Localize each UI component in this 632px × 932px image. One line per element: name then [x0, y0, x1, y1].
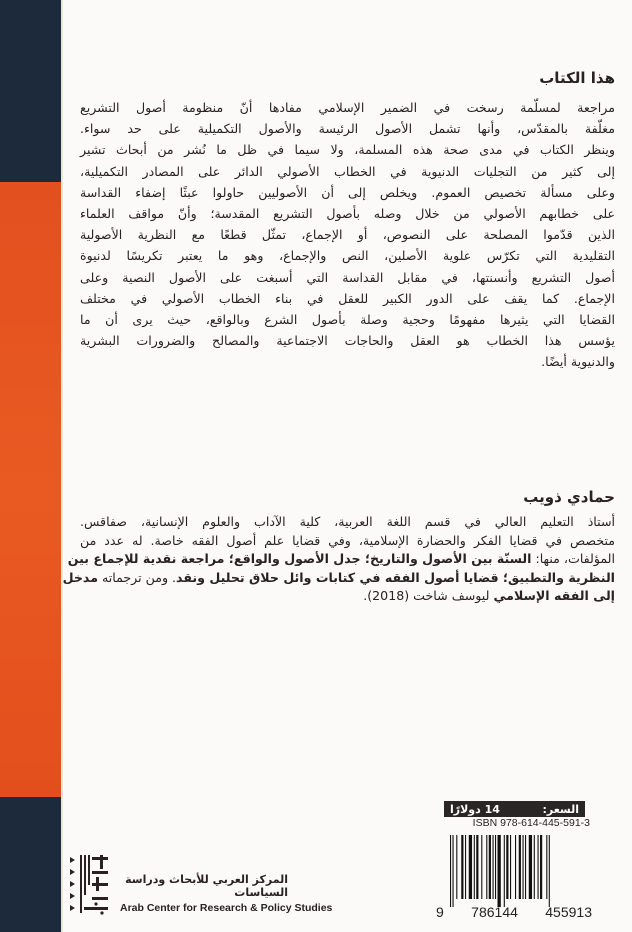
about-text-line: يؤسس هذا الخطاب هو العقل والحاجات الاجتماعية والمصالح والضرورات البشرية: [80, 333, 615, 349]
barcode-bar: [529, 835, 532, 899]
price-value: 14 دولارًا: [450, 802, 500, 816]
barcode-bar: [549, 835, 550, 907]
about-text-line: مراجعة لمسلّمة رسخت في الضمير الإسلامي مفادها أنّ منظومة أصول التشريع: [80, 100, 615, 115]
barcode-bar: [461, 835, 463, 899]
barcode-bar: [504, 835, 505, 907]
barcode-bar: [540, 835, 542, 899]
barcode-bar: [523, 835, 524, 899]
publisher-name-arabic: المركز العربي للأبحاث ودراسة السياسات: [125, 873, 288, 899]
price-box: [444, 801, 585, 817]
publisher-name-english: Arab Center for Research & Policy Studies: [120, 902, 333, 914]
bio-text: ليوسف شاخت (2018).: [363, 588, 494, 604]
about-text-line: مغلّفة بالمقدّس، وأنها تشمل الأصول الرئيسة والأصول التكميلية على حد سواء.: [80, 121, 615, 137]
barcode-bar: [515, 835, 516, 899]
barcode: [450, 835, 590, 907]
barcode-bar: [510, 835, 511, 899]
barcode-bar: [486, 835, 487, 899]
publisher-name: [120, 873, 332, 914]
book-title-text: مدخل: [62, 569, 98, 585]
barcode-bar: [476, 835, 478, 899]
barcode-digits: [436, 904, 592, 920]
spine-edge: [61, 0, 63, 932]
book-title-text: إلى الفقه الإسلامي: [493, 588, 615, 604]
bio-text: . ومن ترجماته: [98, 569, 177, 585]
barcode-digit-group: 9: [436, 904, 444, 920]
spine-band-orange: [0, 182, 61, 797]
about-title: هذا الكتاب: [539, 69, 615, 87]
isbn-text: ISBN 978-614-445-591-3: [472, 817, 590, 829]
bio-text: أستاذ التعليم العالي في قسم اللغة العربية، كلية الآداب والعلوم الإنسانية، صفاقس.: [80, 514, 615, 529]
barcode-digit-group: 455913: [545, 904, 592, 920]
about-text-line: إلى كثير من التجليات الدنيوية في الخطاب الأصولي الدائر على المصادر التكميلية،: [80, 163, 615, 179]
author-section: [62, 487, 615, 606]
about-section: [80, 68, 615, 373]
author-bio-line: [67, 550, 615, 569]
spine-band-bottom: [0, 797, 61, 932]
barcode-bar: [465, 835, 466, 899]
author-bio-line: [80, 532, 615, 551]
barcode-bar: [538, 835, 539, 899]
barcode-bar: [506, 835, 508, 899]
barcode-bar: [489, 835, 491, 899]
about-text-line: وينظر الكتاب في مدى صحة هذه المسلمة، ولا سيما في ظل ما نُشر من أبحاث تشير: [80, 142, 615, 158]
author-bio-line: [80, 587, 615, 606]
barcode-bar: [534, 835, 535, 899]
spine-band-top: [0, 0, 61, 182]
barcode-digit-group: 786144: [471, 904, 518, 920]
about-text-line: وعلى مسألة تخصيص العموم. ويخلص إلى أن الأصوليين حاولوا عبثًا إضفاء القداسة: [80, 184, 615, 200]
bio-text: متخصص في قضايا الفكر والحضارة الإسلامية، وفي قضايا علم أصول الفقه خاصة. له عدد من: [80, 532, 615, 548]
publisher-logo: [70, 855, 112, 913]
barcode-bar: [450, 835, 451, 907]
about-text-line: التقليدية التي تكرّس علوية الأصلين، النص والإجماع، وهو ما يعتبر تكريسًا لدنيوة: [80, 248, 615, 264]
about-text: [80, 97, 615, 373]
barcode-bar: [546, 835, 547, 899]
about-text-line: على خطابهم الأصولي من خلال وصله بأصول التشريع المقدسة؛ وأنّ مواقف العلماء: [80, 206, 615, 222]
barcode-bar: [453, 835, 454, 907]
bio-text: المؤلفات، منها:: [531, 551, 615, 567]
barcode-bar: [493, 835, 494, 899]
barcode-bar: [481, 835, 482, 899]
author-name: حمادي ذويب: [523, 488, 615, 506]
barcode-bar: [498, 835, 501, 907]
about-text-line: الذين قدّموا المصلحة على النصوص، أو الإجماع، تمثّل قطعًا مع النظرية الأصولية: [80, 227, 615, 243]
book-title-text: النظرية والتطبيق؛ قضايا أصول الفقه في كتابات وائل حلاق تحليل ونقد: [176, 569, 615, 585]
about-text-line: والدنيوية أيضًا.: [541, 354, 615, 370]
about-text-line: أصول التشريع وأنسنتها، في مقابل القداسة التي أسبغت على الأصول النصية وعلى: [80, 269, 615, 285]
barcode-bar: [525, 835, 526, 899]
barcode-bar: [469, 835, 472, 899]
barcode-bar: [456, 835, 457, 899]
barcode-bar: [495, 835, 496, 899]
author-bio-line: [62, 569, 615, 588]
author-bio: [62, 513, 615, 606]
author-bio-line: [80, 513, 615, 532]
price-label: السعر:: [542, 802, 579, 816]
book-title-text: السنّة بين الأصول والتاريخ؛ جدل الأصول والواقع؛ مراجعة نقدية للإجماع بين: [67, 551, 532, 567]
barcode-bar: [474, 835, 475, 899]
barcode-bar: [519, 835, 521, 899]
about-text-line: القضايا التي يثيرها مفهومًا وحجية وصلة بأصول الشرع وبالواقع، حيث يرى أن ما: [80, 312, 615, 328]
about-text-line: الإجماع. كما يقف على الدور الكبير للعقل في بناء الخطاب الأصولي في مختلف: [80, 290, 615, 306]
